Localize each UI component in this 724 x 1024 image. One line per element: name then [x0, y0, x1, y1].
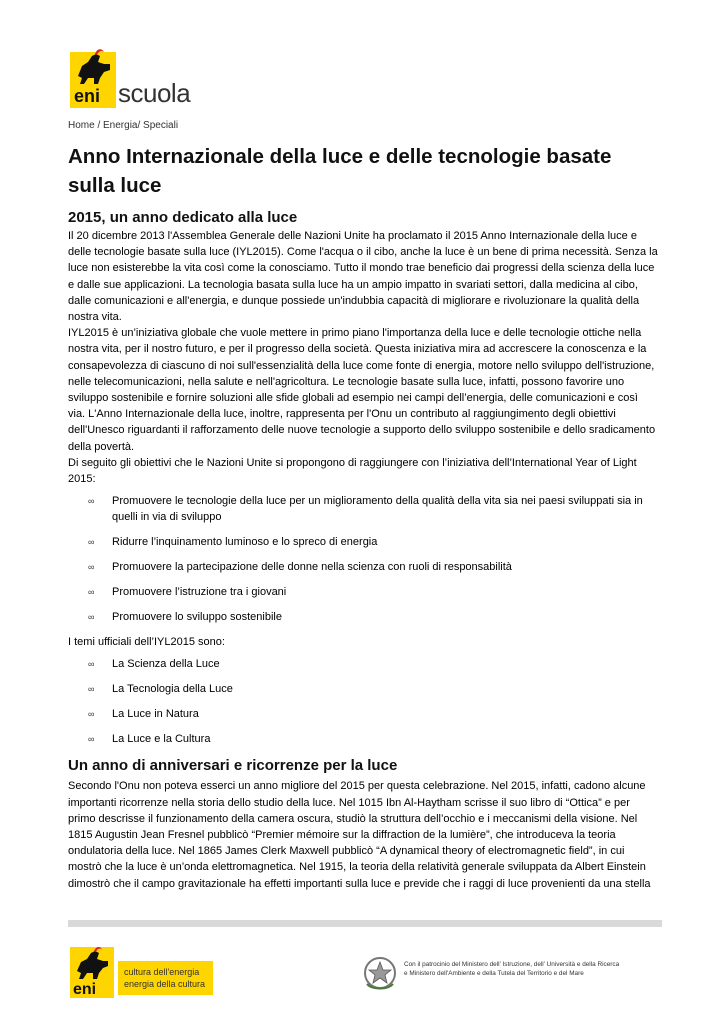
infinity-bullet-icon: ∞	[88, 684, 95, 695]
infinity-bullet-icon: ∞	[88, 659, 95, 670]
paragraph-themes-intro: I temi ufficiali dell’IYL2015 sono:	[68, 636, 225, 649]
ministry-patronage	[362, 954, 662, 994]
list-item: ∞ Promuovere l’istruzione tra i giovani	[88, 586, 287, 599]
section-heading-2015: 2015, un anno dedicato alla luce	[68, 209, 298, 226]
list-item: ∞ Promuovere la partecipazione delle donne nella scienza con ruoli di responsabilità	[88, 561, 512, 574]
paragraph-iyl2015: IYL2015 è un’iniziativa globale che vuole mettere in primo piano l'importanza della luce e delle tecnologie ottiche nella nostra vita, per il nostro futuro, e per il progresso della società. Questa iniziativa mira ad accrescere la conoscenza e la consapevolezza di ciascuno di noi sull'essenzialità della luce come fonte di energia, motore nello sviluppo dell'istruzione, nelle telecomunicazioni, nella salute e nell'agricoltura. Le tecnologie basate sulla luce, infatti, possono favorire uno sviluppo sostenibile e fornire soluzioni alle sfide globali ad esempio nei campi dell’energia, delle comunicazioni e così via. L'Anno Internazionale della luce, inoltre, rappresenta per l'Onu un contributo al raggiungimento degli obiettivi dell'Unesco riguardanti il rafforzamento delle nuove tecnologie a supporto dello sviluppo sostenibile e dello sradicamento della povertà.	[68, 327, 656, 453]
ministry-text: Con il patrocinio del Ministero dell’ Istruzione, dell’ Università e della Ricerca e Ministero dell'Ambiente e della Tutela del Territorio e del Mare	[404, 961, 620, 977]
infinity-bullet-icon: ∞	[88, 537, 95, 548]
list-item: ∞ Ridurre l’inquinamento luminoso e lo spreco di energia	[88, 536, 378, 549]
footer-eni-logo	[70, 943, 215, 998]
six-legged-dog-icon	[70, 943, 116, 998]
breadcrumb[interactable]: Home / Energia/ Speciali	[68, 120, 179, 131]
list-item: ∞ Promuovere le tecnologie della luce per un miglioramento della qualità della vita sia nei paesi sviluppati sia in quelli in via di sviluppo	[88, 495, 643, 524]
themes-list	[68, 656, 658, 747]
infinity-bullet-icon: ∞	[88, 709, 95, 720]
paragraph-goals-intro: Di seguito gli obiettivi che le Nazioni Unite si propongono di raggiungere con l’iniziativa dell’International Year of Light 2015:	[68, 456, 637, 486]
list-item: ∞ La Tecnologia della Luce	[88, 683, 233, 696]
infinity-bullet-icon: ∞	[88, 562, 95, 573]
page-title: Anno Internazionale della luce e delle tecnologie basate sulla luce	[68, 145, 612, 197]
six-legged-dog-icon	[70, 42, 120, 108]
eniscuola-logo[interactable]	[70, 42, 190, 108]
list-item: ∞ La Luce in Natura	[88, 708, 199, 721]
footer-divider	[68, 920, 662, 927]
italian-emblem-icon	[362, 954, 398, 992]
svg-text:eni: eni	[74, 86, 101, 106]
article-body	[68, 208, 658, 892]
infinity-bullet-icon: ∞	[88, 612, 95, 623]
list-item: ∞ La Scienza della Luce	[88, 658, 220, 671]
footer-tagline: cultura dell'energia energia della cultura	[118, 961, 213, 995]
infinity-bullet-icon: ∞	[88, 734, 95, 745]
paragraph-intro: Il 20 dicembre 2013 l'Assemblea Generale delle Nazioni Unite ha proclamato il 2015 Anno Internazionale della luce e delle tecnologie basate sulla luce (IYL2015). Come l'acqua o il cibo, anche la luce è un bene di prima necessità. Senza la luce non esisterebbe la vita così come la conosciamo. Tutto il mondo trae beneficio dai progressi della scienza della luce e dalle sue applicazioni. La tecnologia basata sulla luce ha un ampio impatto in svariati settori, dalla medicina al cibo, dalle comunicazioni e all'energia, e dunque possiede un'indubbia capacità di migliorare e rivoluzionare la qualità della nostra vita.	[68, 230, 658, 324]
infinity-bullet-icon: ∞	[88, 587, 95, 598]
list-item: ∞ Promuovere lo sviluppo sostenibile	[88, 611, 282, 624]
svg-text:eni: eni	[73, 981, 97, 998]
section-heading-anniversari: Un anno di anniversari e ricorrenze per la luce	[68, 757, 398, 775]
paragraph-anniversari: Secondo l'Onu non poteva esserci un anno migliore del 2015 per questa celebrazione. Nel 2015, infatti, cadono alcune importanti ricorrenze nella storia dello studio della luce. Nel 1015 Ibn Al-Haytham scrisse il suo libro di “Ottica” e per primo descrisse il funzionamento della camera oscura, studiò la struttura dell’occhio e i meccanismi della visione. Nel 1815 Augustin Jean Fresnel pubblicò “Premier mémoire sur la diffraction de la lumière”, che introduceva la teoria ondulatoria della luce. Nel 1865 James Clerk Maxwell pubblicò “A dynamical theory of electromagnetic field”, in cui mostrò che la luce è un’onda elettromagnetica. Nel 1915, la teoria della relatività generale sviluppata da Albert Einstein dimostrò che il campo gravitazionale ha effetti importanti sulla luce e previde che i raggi di luce provenienti da una stella	[68, 780, 651, 890]
logo-word: scuola	[118, 78, 191, 108]
goals-list	[68, 493, 658, 625]
list-item: ∞ La Luce e la Cultura	[88, 733, 211, 746]
infinity-bullet-icon: ∞	[88, 496, 95, 507]
